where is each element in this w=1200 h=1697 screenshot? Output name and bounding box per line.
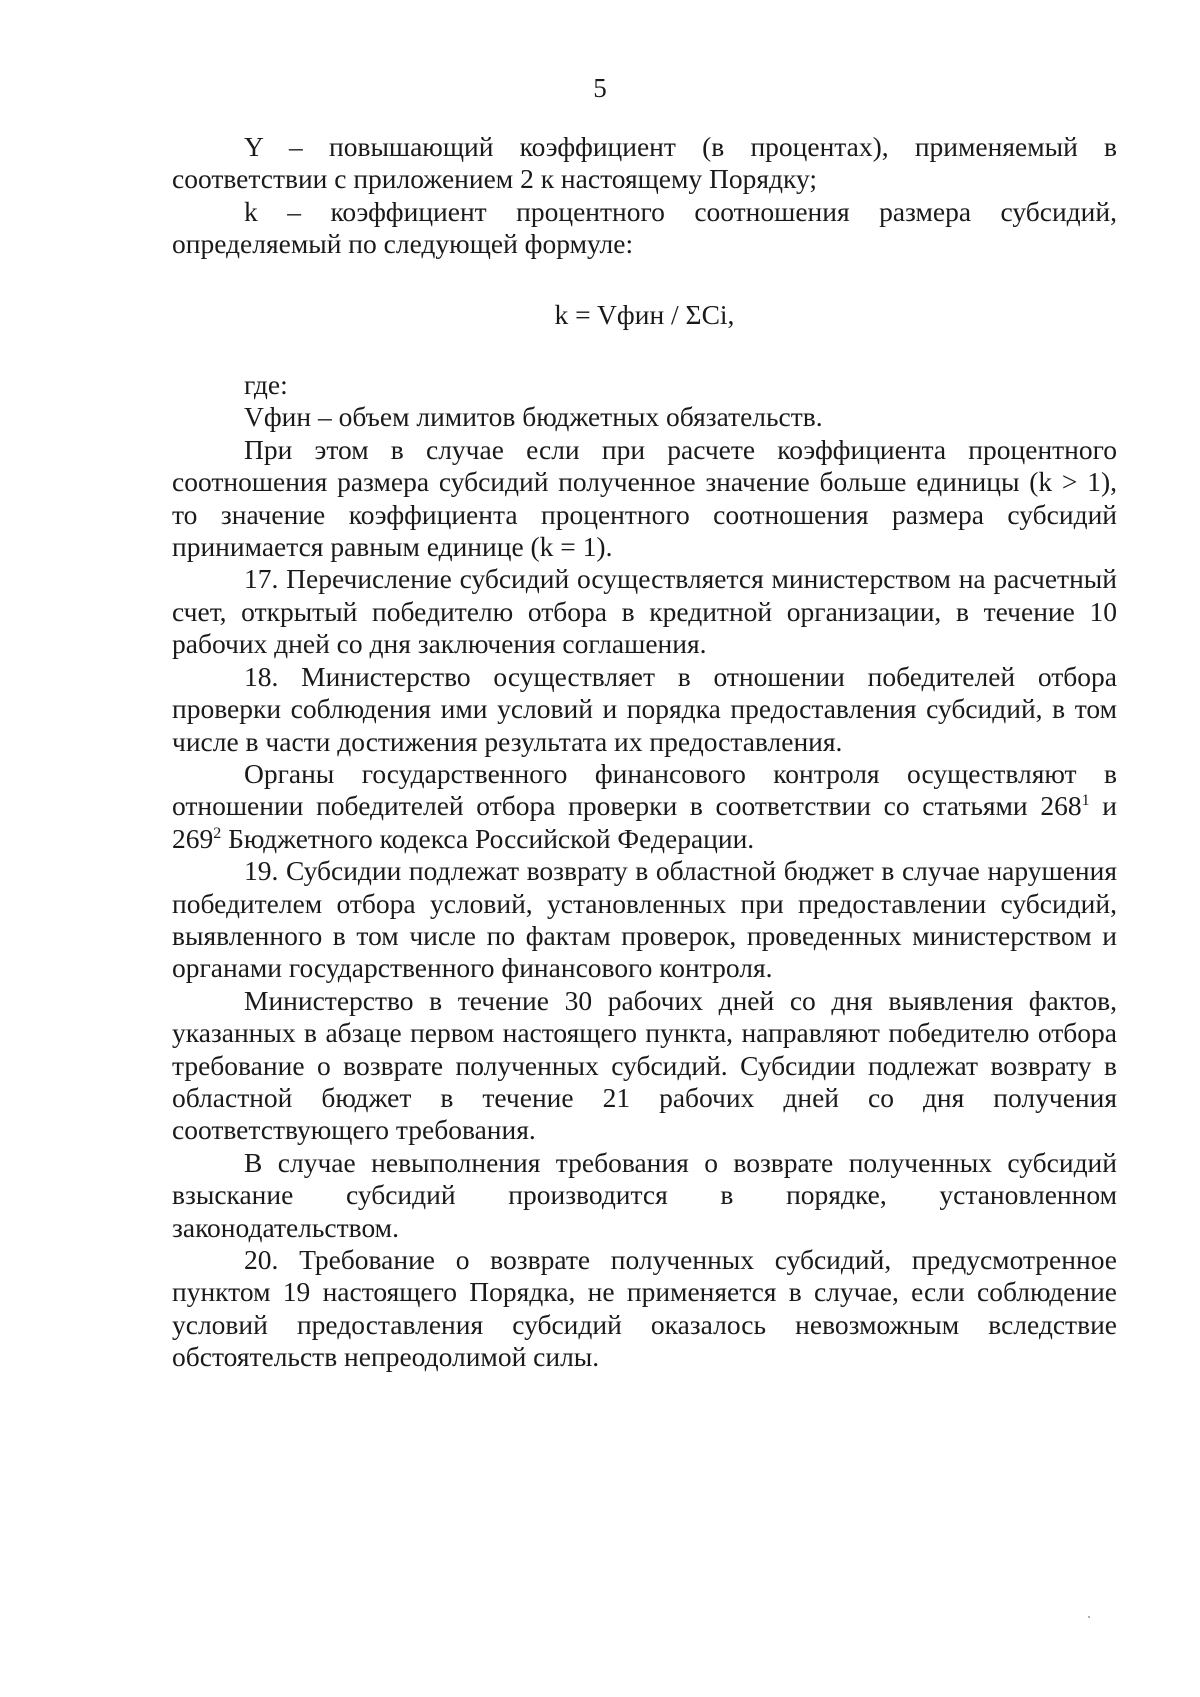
page-number: 5 [593, 73, 607, 103]
footnote-superscript-2: 2 [213, 824, 222, 842]
formula: k = Vфин / ΣCi, [554, 298, 735, 330]
paragraph-vfin-definition: Vфин – объем лимитов бюджетных обязательств. [244, 401, 823, 433]
footnote-superscript-1: 1 [1081, 792, 1090, 810]
paragraph-item-17: 17. Перечисление субсидий осуществляется министерством на расчетный счет, открытый победителю отбора в кредитной организации, в течение 10 рабочих дней со дня заключения соглашения. [172, 563, 1117, 660]
scan-speck [1088, 1616, 1090, 1618]
financial-control-text-3: Бюджетного кодекса Российской Федерации. [221, 822, 755, 854]
paragraph-k-coefficient: k – коэффициент процентного соотношения размера субсидий, определяемый по следующей формуле: [172, 195, 1117, 260]
financial-control-text-1: Органы государственного финансового контроля осуществляют в отношении победителей отбора проверки в соответствии со статьями 268 [172, 757, 1117, 822]
paragraph-financial-control [172, 758, 1117, 855]
paragraph-recovery: В случае невыполнения требования о возврате полученных субсидий взыскание субсидий производится в порядке, установленном законодательством. [172, 1146, 1117, 1243]
paragraph-y-coefficient: Y – повышающий коэффициент (в процентах), применяемый в соответствии с приложением 2 к настоящему Порядку; [172, 131, 1117, 195]
financial-control-text-2: и 269 [172, 790, 1118, 854]
document-body [172, 131, 1117, 1374]
paragraph-k-limit: При этом в случае если при расчете коэффициента процентного соотношения размера субсидий полученное значение больше единицы (k > 1), то значение коэффициента процентного соотношения размера субсидий принимается равным единице (k = 1). [172, 433, 1117, 563]
paragraph-item-18: 18. Министерство осуществляет в отношении победителей отбора проверки соблюдения ими условий и порядка предоставления субсидий, в том числе в части достижения результата их предоставления. [172, 660, 1117, 757]
paragraph-item-19: 19. Субсидии подлежат возврату в областной бюджет в случае нарушения победителем отбора условий, установленных при предоставлении субсидий, выявленного в том числе по фактам проверок, проведенных министерством и органами государственного финансового контроля. [172, 855, 1117, 984]
paragraph-ministry-requirement: Министерство в течение 30 рабочих дней со дня выявления фактов, указанных в абзаце первом настоящего пункта, направляют победителю отбора требование о возврате полученных субсидий. Субсидии подлежат возврату в областной бюджет в течение 21 рабочих дней со дня получения соответствующего требования. [172, 984, 1117, 1146]
paragraph-where: где: [244, 369, 288, 401]
paragraph-item-20: 20. Требование о возврате полученных субсидий, предусмотренное пунктом 19 настоящего Порядка, не применяется в случае, если соблюдение условий предоставления субсидий оказалось невозможным вследствие обстоятельств непреодолимой силы. [172, 1244, 1117, 1373]
